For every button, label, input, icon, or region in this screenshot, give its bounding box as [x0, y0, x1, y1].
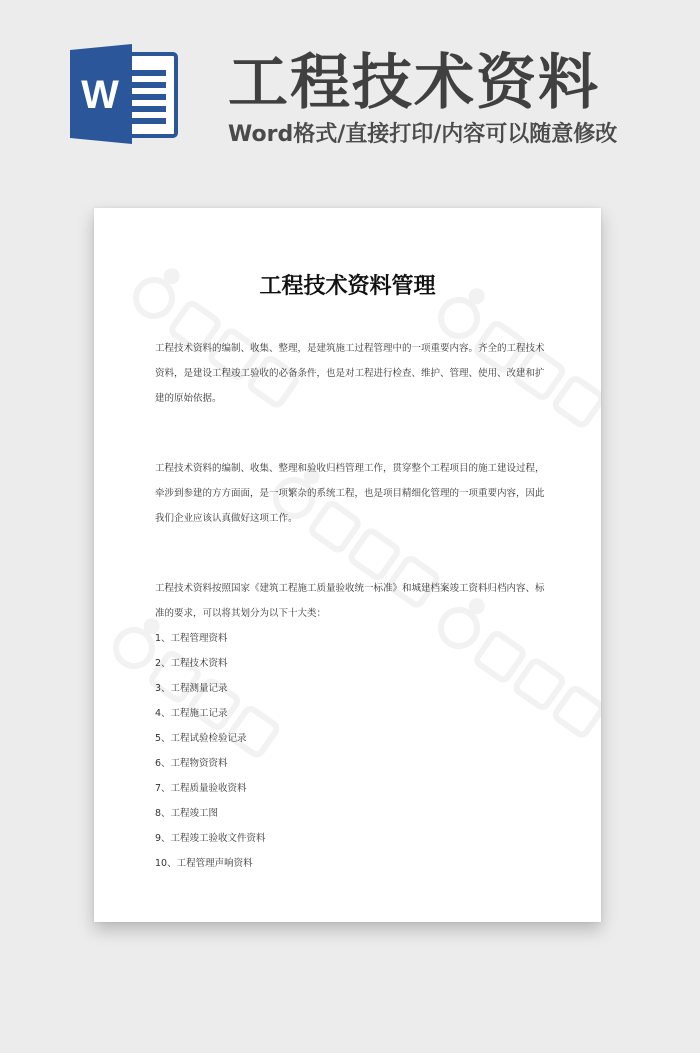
list-item: 10、工程管理声响资料: [155, 858, 253, 869]
list-item: 5、工程试验检验记录: [155, 733, 247, 744]
word-logo-letter: W: [81, 73, 119, 117]
document-title: 工程技术资料管理: [259, 274, 436, 299]
category-list: [155, 626, 549, 876]
paragraph: 工程技术资料的编制、收集、整理和验收归档管理工作，贯穿整个工程项目的施工建设过程，牵涉到参建的方方面面，是一项繁杂的系统工程，也是项目精细化管理的一项重要内容，因此我们企业应该认真做好这项工作。: [155, 463, 545, 524]
word-logo-icon: [70, 44, 180, 144]
document-body: [155, 336, 549, 876]
list-item: 6、工程物资资料: [155, 758, 228, 769]
document-page: [94, 208, 601, 922]
paragraph: 工程技术资料的编制、收集、整理，是建筑施工过程管理中的一项重要内容。齐全的工程技术资料，是建设工程竣工验收的必备条件，也是对工程进行检查、维护、管理、使用、改建和扩建的原始依据。: [155, 343, 545, 404]
list-item: 9、工程竣工验收文件资料: [155, 833, 266, 844]
paragraph-spacer: [155, 531, 549, 576]
paragraph-spacer: [155, 411, 549, 456]
paragraph: 工程技术资料按照国家《建筑工程施工质量验收统一标准》和城建档案竣工资料归档内容、标准的要求，可以将其划分为以下十大类：: [155, 583, 545, 619]
list-item: 7、工程质量验收资料: [155, 783, 247, 794]
page-subtitle: Word格式/直接打印/内容可以随意修改: [228, 122, 618, 147]
list-item: 1、工程管理资料: [155, 633, 228, 644]
list-item: 3、工程测量记录: [155, 683, 228, 694]
list-item: 8、工程竣工图: [155, 808, 219, 819]
page-title: 工程技术资料: [228, 48, 600, 118]
list-item: 4、工程施工记录: [155, 708, 228, 719]
list-item: 2、工程技术资料: [155, 658, 228, 669]
